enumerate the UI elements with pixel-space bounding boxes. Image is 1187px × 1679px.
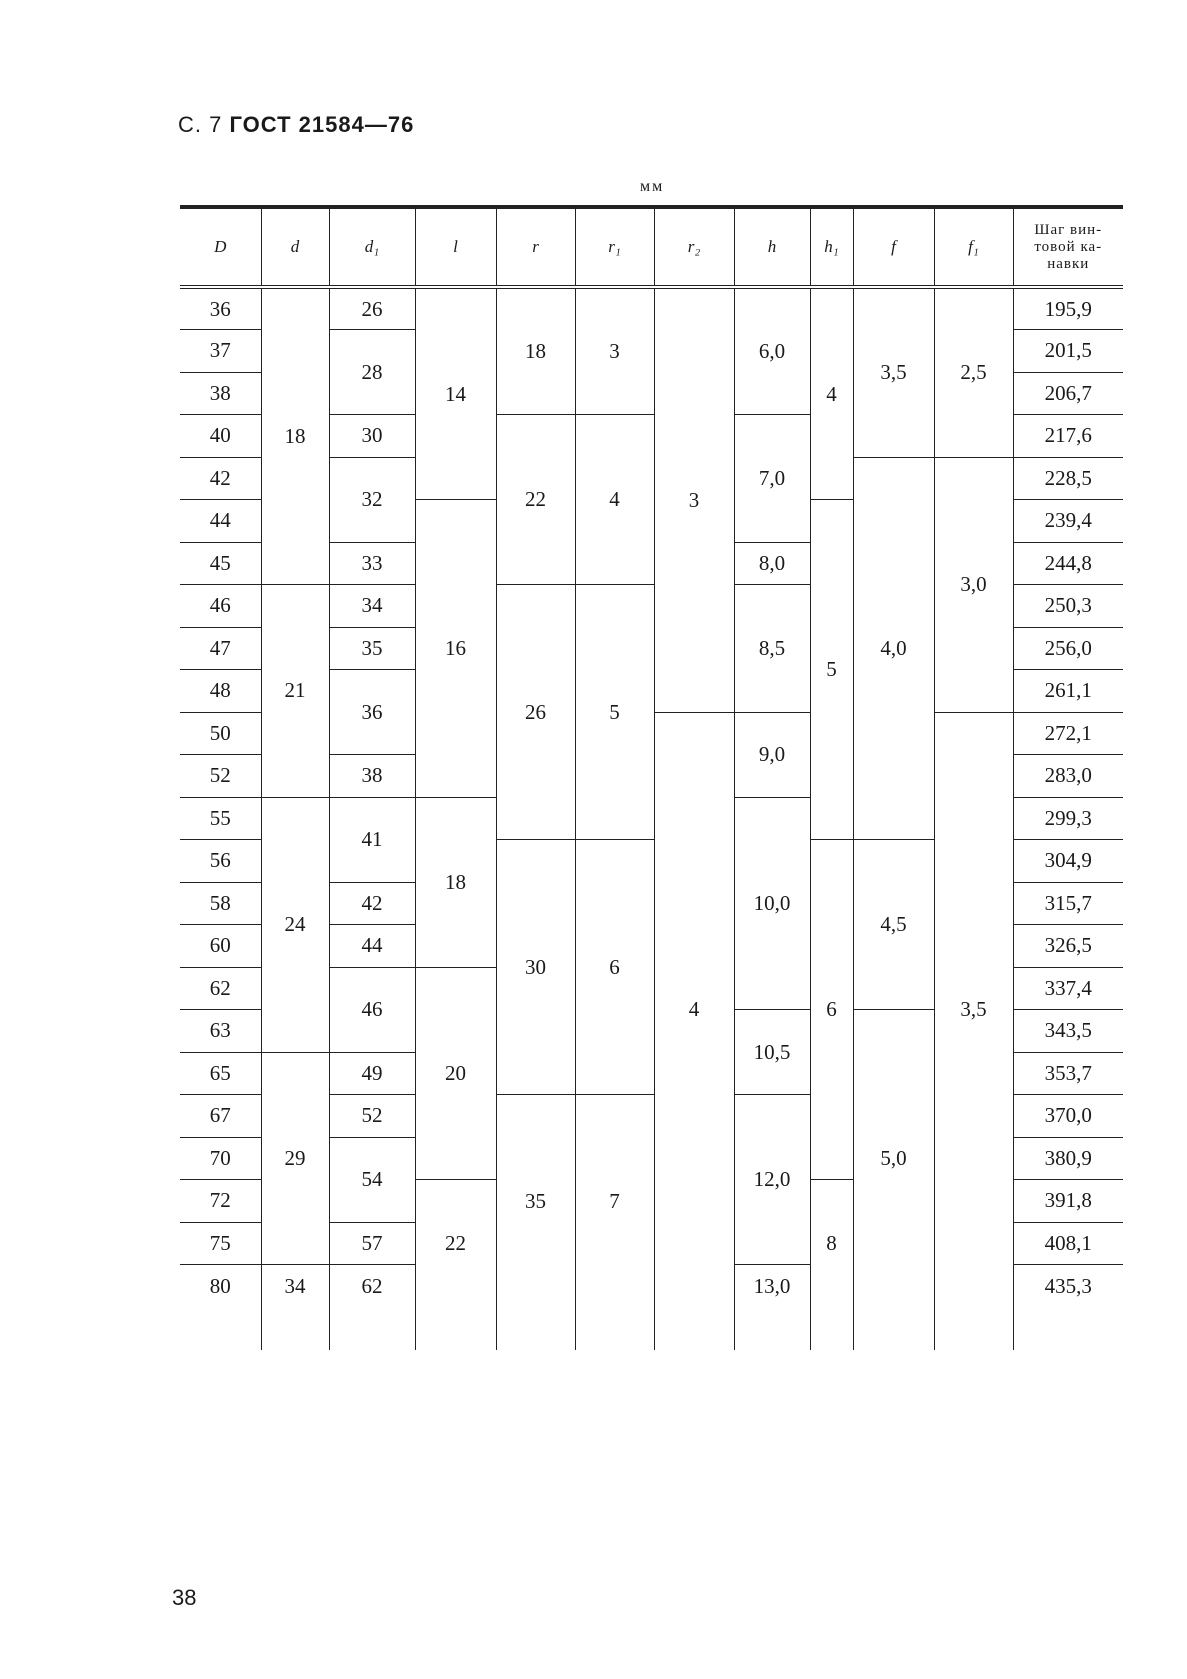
cell-d: 21 — [261, 585, 329, 798]
spacer-cell — [180, 1307, 261, 1350]
cell-D: 45 — [180, 542, 261, 585]
cell-step: 370,0 — [1013, 1095, 1123, 1138]
cell-step: 337,4 — [1013, 967, 1123, 1010]
cell-l: 22 — [415, 1180, 496, 1308]
cell-h: 12,0 — [734, 1095, 810, 1265]
spacer-cell — [329, 1307, 415, 1350]
cell-d1: 36 — [329, 670, 415, 755]
cell-r: 22 — [496, 415, 575, 585]
cell-D: 72 — [180, 1180, 261, 1223]
cell-step: 283,0 — [1013, 755, 1123, 798]
cell-D: 62 — [180, 967, 261, 1010]
spacer-cell — [1013, 1307, 1123, 1350]
cell-step: 353,7 — [1013, 1052, 1123, 1095]
spacer-cell — [575, 1307, 654, 1350]
cell-l: 18 — [415, 797, 496, 967]
table-bottom-spacer — [180, 1307, 1123, 1350]
cell-r2: 3 — [654, 287, 734, 712]
cell-f: 5,0 — [853, 1010, 934, 1308]
cell-step: 380,9 — [1013, 1137, 1123, 1180]
cell-step: 408,1 — [1013, 1222, 1123, 1265]
page-number: 38 — [172, 1585, 197, 1610]
cell-D: 48 — [180, 670, 261, 713]
table-header-row — [180, 207, 1123, 287]
cell-f1: 3,0 — [934, 457, 1013, 712]
cell-D: 42 — [180, 457, 261, 500]
cell-D: 70 — [180, 1137, 261, 1180]
cell-h1: 8 — [810, 1180, 853, 1308]
cell-D: 40 — [180, 415, 261, 458]
cell-D: 58 — [180, 882, 261, 925]
cell-h1: 5 — [810, 500, 853, 840]
cell-D: 50 — [180, 712, 261, 755]
cell-D: 47 — [180, 627, 261, 670]
cell-D: 75 — [180, 1222, 261, 1265]
cell-D: 46 — [180, 585, 261, 628]
cell-d1: 34 — [329, 585, 415, 628]
cell-step: 343,5 — [1013, 1010, 1123, 1053]
cell-d1: 32 — [329, 457, 415, 542]
cell-d1: 35 — [329, 627, 415, 670]
cell-h: 9,0 — [734, 712, 810, 797]
cell-r: 35 — [496, 1095, 575, 1308]
cell-step: 304,9 — [1013, 840, 1123, 883]
cell-d1: 30 — [329, 415, 415, 458]
cell-d: 18 — [261, 287, 329, 585]
column-header-l: l — [415, 207, 496, 287]
cell-D: 56 — [180, 840, 261, 883]
cell-step: 206,7 — [1013, 372, 1123, 415]
page-header — [178, 112, 414, 138]
unit-label: мм — [640, 178, 665, 195]
cell-f1: 2,5 — [934, 287, 1013, 457]
cell-h: 10,5 — [734, 1010, 810, 1095]
column-header-f: f — [853, 207, 934, 287]
cell-step: 250,3 — [1013, 585, 1123, 628]
column-header-step: Шаг вин-товой ка-навки — [1013, 207, 1123, 287]
cell-h: 8,5 — [734, 585, 810, 713]
cell-r2: 4 — [654, 712, 734, 1307]
column-header-r: r — [496, 207, 575, 287]
cell-r: 26 — [496, 585, 575, 840]
spacer-cell — [654, 1307, 734, 1350]
cell-D: 55 — [180, 797, 261, 840]
cell-d: 24 — [261, 797, 329, 1052]
cell-h1: 6 — [810, 840, 853, 1180]
cell-step: 244,8 — [1013, 542, 1123, 585]
cell-D: 80 — [209, 1273, 231, 1298]
cell-r1: 6 — [575, 840, 654, 1095]
cell-f1: 3,5 — [934, 712, 1013, 1307]
cell-d1: 44 — [329, 925, 415, 968]
cell-D: 38 — [180, 372, 261, 415]
cell-d1: 54 — [329, 1137, 415, 1222]
cell-l: 14 — [415, 287, 496, 500]
cell-step: 195,9 — [1013, 287, 1123, 330]
cell-D: 67 — [180, 1095, 261, 1138]
cell-D: 36 — [180, 287, 261, 330]
cell-r: 18 — [496, 287, 575, 415]
cell-r1: 3 — [575, 287, 654, 415]
spacer-cell — [496, 1307, 575, 1350]
cell-f: 3,5 — [853, 287, 934, 457]
column-header-d: d — [261, 207, 329, 287]
cell-step: 239,4 — [1013, 500, 1123, 543]
cell-step: 391,8 — [1013, 1180, 1123, 1223]
table-row — [180, 287, 1123, 330]
cell-step: 201,5 — [1013, 330, 1123, 373]
spacer-cell — [853, 1307, 934, 1350]
spacer-cell — [810, 1307, 853, 1350]
cell-step: 299,3 — [1013, 797, 1123, 840]
cell-r1: 4 — [575, 415, 654, 585]
cell-d1: 38 — [329, 755, 415, 798]
cell-f: 4,5 — [853, 840, 934, 1010]
cell-D: 52 — [180, 755, 261, 798]
cell-D: 44 — [180, 500, 261, 543]
cell-r1: 7 — [575, 1095, 654, 1308]
spacer-cell — [734, 1307, 810, 1350]
cell-d: 34 — [261, 1265, 329, 1308]
cell-step: 326,5 — [1013, 925, 1123, 968]
cell-D: 60 — [180, 925, 261, 968]
column-header-d1: d₁ — [329, 207, 415, 287]
cell-D: 63 — [180, 1010, 261, 1053]
cell-d: 29 — [261, 1052, 329, 1265]
cell-h: 10,0 — [734, 797, 810, 1010]
cell-step: 217,6 — [1013, 415, 1123, 458]
cell-h: 13,0 — [734, 1265, 810, 1308]
cell-step: 272,1 — [1013, 712, 1123, 755]
cell-D: 65 — [180, 1052, 261, 1095]
cell-h1: 4 — [810, 287, 853, 500]
cell-h: 8,0 — [734, 542, 810, 585]
cell-h: 7,0 — [734, 415, 810, 543]
spacer-cell — [415, 1307, 496, 1350]
cell-r1: 5 — [575, 585, 654, 840]
cell-step: 261,1 — [1013, 670, 1123, 713]
cell-d1: 28 — [329, 330, 415, 415]
cell-d1: 62 — [329, 1265, 415, 1308]
cell-f: 4,0 — [853, 457, 934, 840]
cell-d1: 52 — [329, 1095, 415, 1138]
cell-r: 30 — [496, 840, 575, 1095]
dimensions-table — [180, 205, 1123, 1350]
column-header-r2: r₂ — [654, 207, 734, 287]
cell-D: 37 — [180, 330, 261, 373]
column-header-r1: r₁ — [575, 207, 654, 287]
column-header-D: D — [214, 237, 227, 256]
cell-d1: 46 — [329, 967, 415, 1052]
cell-d1: 49 — [329, 1052, 415, 1095]
cell-d1: 57 — [329, 1222, 415, 1265]
cell-d1: 33 — [329, 542, 415, 585]
spacer-cell — [261, 1307, 329, 1350]
cell-step: 435,3 — [1013, 1265, 1123, 1308]
page-header-prefix: С. 7 — [178, 112, 223, 137]
column-header-h1: h₁ — [810, 207, 853, 287]
cell-d1: 42 — [329, 882, 415, 925]
column-header-h: h — [734, 207, 810, 287]
cell-step: 256,0 — [1013, 627, 1123, 670]
cell-step: 228,5 — [1013, 457, 1123, 500]
cell-l: 16 — [415, 500, 496, 798]
page-header-standard: ГОСТ 21584—76 — [229, 112, 415, 137]
spacer-cell — [934, 1307, 1013, 1350]
cell-step: 315,7 — [1013, 882, 1123, 925]
cell-d1: 26 — [329, 287, 415, 330]
cell-h: 6,0 — [734, 287, 810, 415]
column-header-f1: f₁ — [934, 207, 1013, 287]
cell-d1: 41 — [329, 797, 415, 882]
cell-l: 20 — [415, 967, 496, 1180]
